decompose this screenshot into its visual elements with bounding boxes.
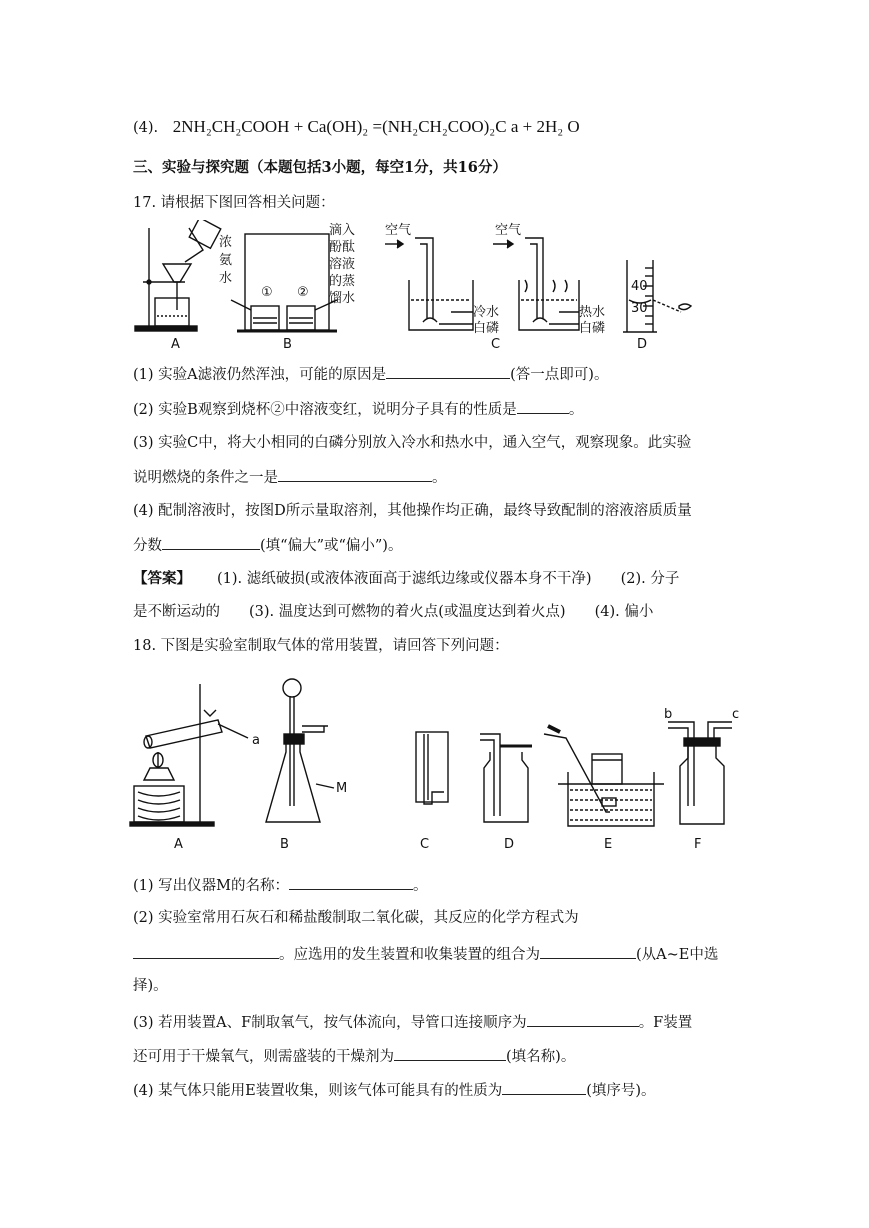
beaker-1-label: ① bbox=[261, 285, 273, 300]
label-b: B bbox=[283, 337, 292, 352]
q17-figure bbox=[133, 220, 693, 355]
answer-blank[interactable] bbox=[517, 398, 569, 414]
washing-bottle-f bbox=[668, 722, 732, 824]
answer-blank[interactable] bbox=[386, 363, 510, 379]
port-a-label: a bbox=[252, 733, 260, 748]
diffusion-apparatus bbox=[231, 234, 337, 331]
label-c: C bbox=[491, 337, 501, 352]
beaker-2-label: ② bbox=[297, 285, 309, 300]
b-right-label: 滴入酚酞溶液的蒸馏水 bbox=[329, 223, 356, 306]
answer-blank[interactable] bbox=[502, 1079, 586, 1095]
label-d: D bbox=[504, 837, 515, 852]
q18-question-2-line3: 择)。 bbox=[133, 978, 168, 994]
q17-answer-line1: 【答案】 (1). 滤纸破损(或液体液面高于滤纸边缘或仪器本身不干净) (2). 分子 bbox=[133, 570, 680, 587]
q18-question-2-line1: (2) 实验室常用石灰石和稀盐酸制取二氧化碳，其反应的化学方程式为 bbox=[133, 910, 579, 926]
q16-item4 bbox=[133, 117, 580, 138]
q17-question-4-line2: 分数 (填“偏大”或“偏小”)。 bbox=[133, 534, 402, 556]
q17-stem: 17. 请根据下图回答相关问题： bbox=[133, 195, 335, 211]
scale-40: 40 bbox=[631, 279, 648, 294]
q17-answer-line2: 是不断运动的 (3). 温度达到可燃物的着火点(或温度达到着火点) (4). 偏小 bbox=[133, 604, 654, 620]
q17-question-3-line1: (3) 实验C中，将大小相同的白磷分别放入冷水和热水中，通入空气，观察现象。此实验 bbox=[133, 435, 692, 451]
chemical-equation: 2NH₂CH₂COOH + Ca(OH)₂ =(NH₂CH₂COO)₂C a + 2H₂ O bbox=[172, 117, 580, 136]
answer-label: 【答案】 bbox=[133, 570, 191, 587]
q17-question-2: (2) 实验B观察到烧杯②中溶液变红，说明分子具有的性质是 。 bbox=[133, 398, 583, 420]
q18-question-2-line2: 。应选用的发生装置和收集装置的组合为 (从A~E中选 bbox=[133, 943, 718, 965]
white-phosphorus-label-1: 白磷 bbox=[473, 321, 500, 336]
answer-blank[interactable] bbox=[394, 1045, 506, 1061]
answer-blank[interactable] bbox=[278, 466, 432, 482]
collector-c bbox=[416, 732, 448, 804]
q18-stem: 18. 下图是实验室制取气体的常用装置，请回答下列问题： bbox=[133, 638, 509, 654]
q18-question-3-line1: (3) 若用装置A、F制取氧气，按气体流向，导管口连接顺序为 。F装置 bbox=[133, 1011, 692, 1033]
b-left-label: 浓氨水 bbox=[219, 235, 233, 286]
air-label-1: 空气 bbox=[385, 223, 412, 238]
answer-blank[interactable] bbox=[162, 534, 260, 550]
section-heading: 三、实验与探究题（本题包括3小题，每空1分，共16分） bbox=[133, 159, 507, 176]
label-m: M bbox=[336, 781, 348, 796]
port-b-label: b bbox=[664, 707, 673, 722]
q18-question-1: (1) 写出仪器M的名称： 。 bbox=[133, 874, 428, 896]
q17-question-1: (1) 实验A滤液仍然浑浊，可能的原因是 (答一点即可)。 bbox=[133, 363, 608, 385]
air-label-2: 空气 bbox=[495, 223, 522, 238]
scale-30: 30 bbox=[631, 301, 648, 316]
answer-blank[interactable] bbox=[527, 1011, 639, 1027]
q18-figure bbox=[128, 676, 748, 856]
graduated-cylinder bbox=[623, 260, 691, 332]
item-number: (4). bbox=[133, 120, 159, 136]
label-d: D bbox=[637, 337, 648, 352]
answer-blank[interactable] bbox=[133, 943, 279, 959]
hot-water-label: 热水 bbox=[579, 305, 606, 320]
label-b: B bbox=[280, 837, 289, 852]
cold-water-label: 冷水 bbox=[473, 305, 500, 320]
q17-question-4-line1: (4) 配制溶液时，按图D所示量取溶剂，其他操作均正确，最终导致配制的溶液溶质质量 bbox=[133, 503, 692, 519]
label-f: F bbox=[694, 837, 702, 852]
port-c-label: c bbox=[732, 707, 740, 722]
label-c: C bbox=[420, 837, 430, 852]
white-phosphorus-label-2: 白磷 bbox=[579, 321, 606, 336]
answer-blank[interactable] bbox=[289, 874, 413, 890]
collector-e bbox=[544, 726, 664, 826]
filtration-apparatus bbox=[135, 220, 221, 331]
q17-question-3-line2: 说明燃烧的条件之一是 。 bbox=[133, 466, 447, 488]
label-e: E bbox=[604, 837, 613, 852]
label-a: A bbox=[171, 337, 180, 352]
answer-blank[interactable] bbox=[540, 943, 636, 959]
label-a: A bbox=[174, 837, 183, 852]
q18-question-4: (4) 某气体只能用E装置收集，则该气体可能具有的性质为 (填序号)。 bbox=[133, 1079, 656, 1101]
collector-d bbox=[480, 734, 532, 822]
gas-generator-b bbox=[266, 679, 334, 822]
q18-question-3-line2: 还可用于干燥氧气，则需盛装的干燥剂为 (填名称)。 bbox=[133, 1045, 575, 1067]
gas-generator-a bbox=[130, 684, 248, 826]
